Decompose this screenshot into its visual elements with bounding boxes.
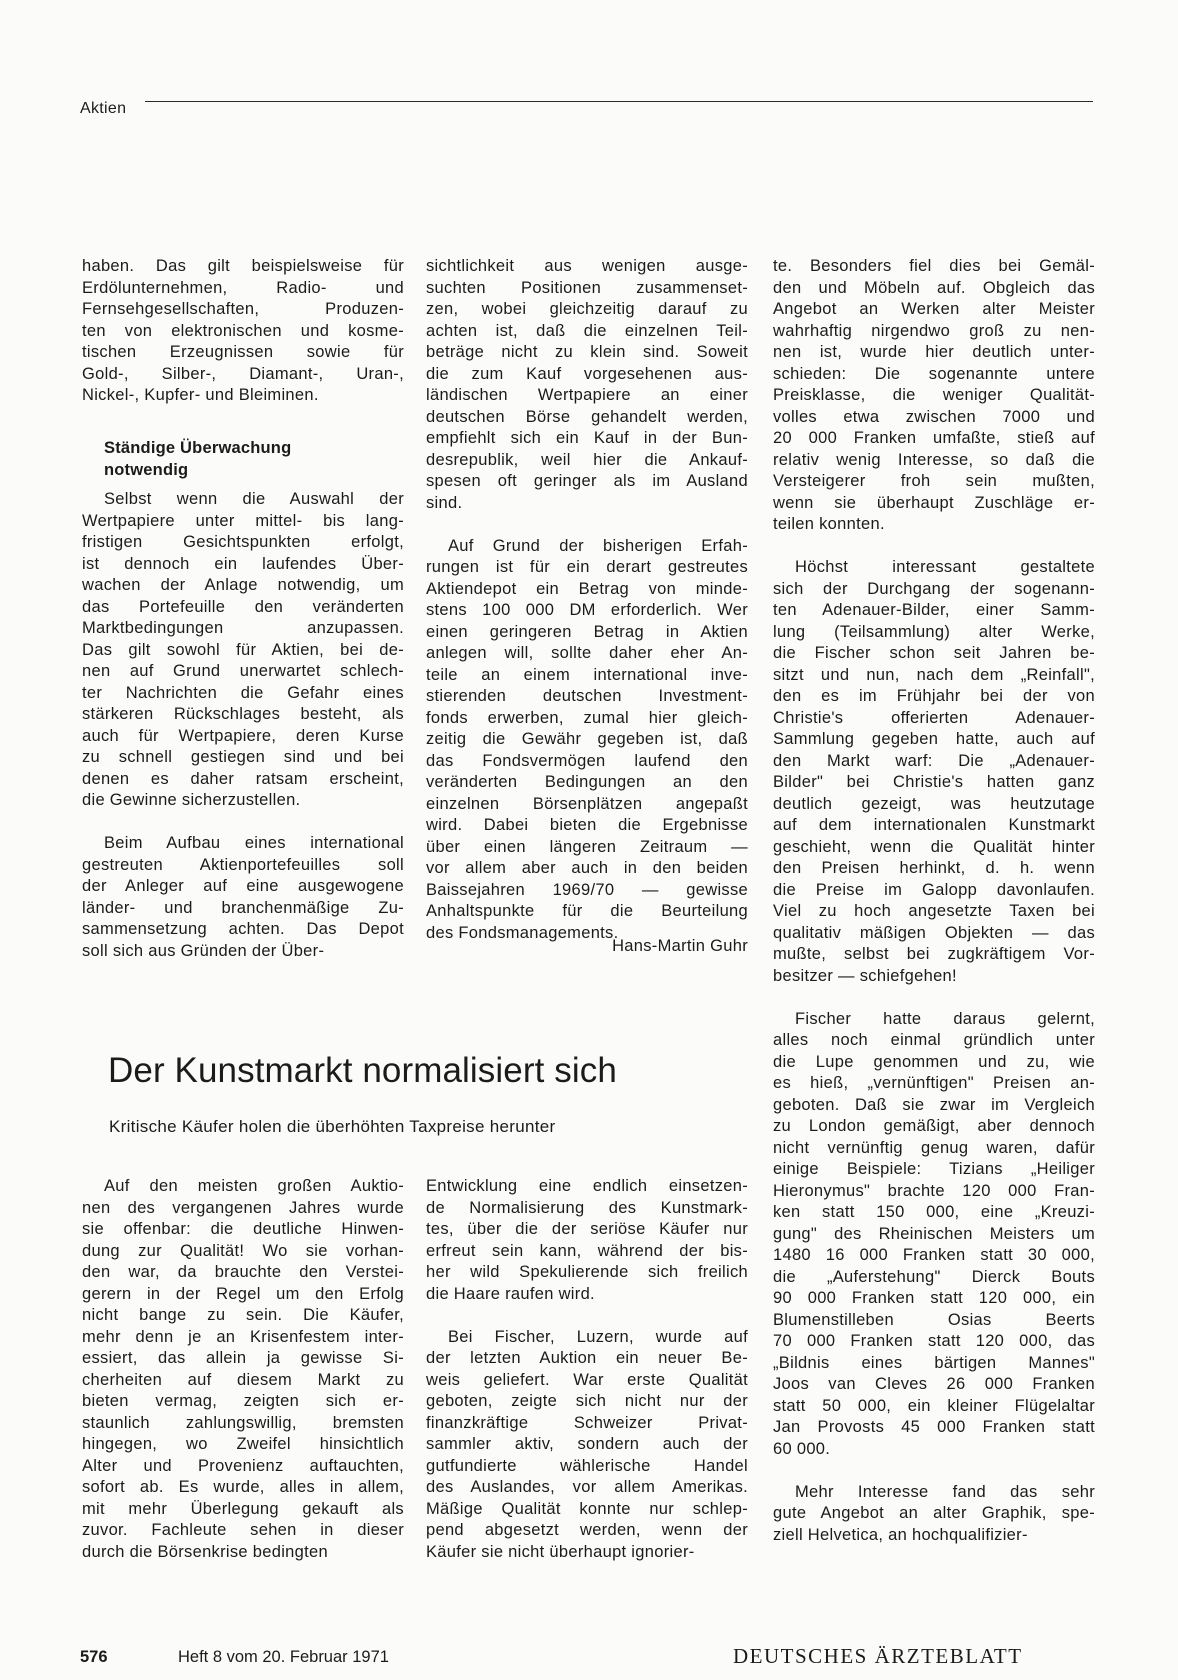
text-line: denen es daher ratsam erscheint, bbox=[82, 769, 404, 788]
text-line: wahrhaftig nirgendwo groß zu nen- bbox=[773, 321, 1095, 340]
text-line: veränderten Bedingungen an den bbox=[426, 773, 748, 791]
article1-subheading bbox=[82, 438, 404, 481]
text-line: die Preise im Galopp davonlaufen. bbox=[773, 880, 1095, 899]
text-line: die Fischer schon seit Jahren be- bbox=[773, 644, 1095, 662]
text-line: die „Auferstehung" Dierck Bouts bbox=[773, 1267, 1095, 1286]
text-line: 60 000. bbox=[773, 1439, 831, 1458]
text-line: soll sich aus Gründen der Über- bbox=[82, 941, 325, 960]
text-line: auf dem internationalen Kunstmarkt bbox=[773, 816, 1095, 834]
text-line: geschieht, wenn die Qualität hinter bbox=[773, 837, 1095, 856]
text-line: nen auf Grund unerwartet schlech- bbox=[82, 662, 404, 680]
paragraph bbox=[773, 256, 1095, 536]
text-line: pend abgesetzt werden, wenn der bbox=[426, 1521, 748, 1539]
text-line: Nickel-, Kupfer- und Bleiminen. bbox=[82, 386, 319, 404]
text-line: rungen ist für ein derart gestreutes bbox=[426, 558, 748, 576]
text-line: der letzten Auktion ein neuer Be- bbox=[426, 1349, 748, 1367]
text-line: mußte, selbst bei zugkräftigem Vor- bbox=[773, 945, 1095, 963]
text-line: hingegen, wo Zweifel hinsichtlich bbox=[82, 1435, 404, 1453]
paragraph bbox=[82, 1176, 404, 1563]
text-line: gute Angebot an alter Graphik, spe- bbox=[773, 1504, 1095, 1522]
text-line: es hieß, „vernünftigen" Preisen an- bbox=[773, 1074, 1095, 1092]
article2-col-left bbox=[82, 1176, 404, 1563]
text-line: zu London gemäßigt, aber dennoch bbox=[773, 1117, 1095, 1135]
article1-col-left-after bbox=[82, 489, 404, 962]
text-line: de Normalisierung des Kunstmark- bbox=[426, 1198, 748, 1217]
article2-col-right bbox=[773, 256, 1095, 1546]
text-line: tischen Erzeugnissen sowie für bbox=[82, 343, 404, 361]
text-line: empfiehlt sich ein Kauf in der Bun- bbox=[426, 429, 748, 447]
text-line: sich der Durchgang der sogenann- bbox=[773, 579, 1095, 598]
text-line: statt 50 000, ein kleiner Flügelaltar bbox=[773, 1396, 1095, 1415]
paragraph bbox=[426, 1327, 748, 1564]
text-line: haben. Das gilt beispielsweise für bbox=[82, 257, 404, 275]
text-line: stierenden deutschen Investment- bbox=[426, 687, 748, 705]
text-line: zuvor. Fachleute sehen in dieser bbox=[82, 1521, 404, 1539]
text-line: schieden: Die sogenannte untere bbox=[773, 364, 1095, 383]
text-line: gutfundierte wählerische Handel bbox=[426, 1456, 748, 1475]
text-line: tes, über die der seriöse Käufer nur bbox=[426, 1220, 748, 1238]
paragraph bbox=[773, 1482, 1095, 1547]
text-line: nicht bange zu sein. Die Käufer, bbox=[82, 1306, 404, 1324]
text-line: fonds erwerben, zumal hier gleich- bbox=[426, 708, 748, 727]
text-line: weis geliefert. War erste Qualität bbox=[426, 1370, 748, 1389]
text-line: bieten vermag, zeigten sich er- bbox=[82, 1392, 404, 1410]
text-line: fristigen Gesichtspunkten erfolgt, bbox=[82, 533, 404, 551]
paragraph bbox=[82, 256, 404, 407]
text-line: vor allem aber auch in den beiden bbox=[426, 859, 748, 877]
article1-col-left bbox=[82, 256, 404, 407]
text-line: spesen oft geringer als im Ausland bbox=[426, 472, 748, 490]
text-line: dung zur Qualität! Wo sie vorhan- bbox=[82, 1241, 404, 1260]
article2-subtitle: Kritische Käufer holen die überhöhten Taxpreise herunter bbox=[109, 1117, 556, 1136]
text-line: wenn sie überhaupt Zuschläge er- bbox=[773, 493, 1095, 512]
text-line: Blumenstilleben Osias Beerts bbox=[773, 1310, 1095, 1329]
text-line: wird. Dabei bieten die Ergebnisse bbox=[426, 816, 748, 834]
text-line: den es im Frühjahr bei der von bbox=[773, 687, 1095, 705]
text-line: Selbst wenn die Auswahl der bbox=[104, 490, 404, 508]
text-line: volles etwa zwischen 7000 und bbox=[773, 407, 1095, 426]
text-line: Fischer hatte daraus gelernt, bbox=[795, 1009, 1095, 1028]
text-line: Auf Grund der bisherigen Erfah- bbox=[448, 536, 748, 555]
text-line: sitzt und nun, nach dem „Reinfall", bbox=[773, 665, 1095, 684]
text-line: über einen längeren Zeitraum — bbox=[426, 837, 748, 856]
article1-byline-block bbox=[426, 936, 748, 958]
text-line: achten ist, daß die einzelnen Teil- bbox=[426, 321, 748, 340]
page-number: 576 bbox=[80, 1648, 108, 1666]
article1-col-middle bbox=[426, 256, 748, 944]
text-line: ten von elektronischen und kosme- bbox=[82, 321, 404, 340]
text-line: 70 000 Franken statt 120 000, das bbox=[773, 1332, 1095, 1350]
text-line: geboten, zeigte sich nicht nur der bbox=[426, 1392, 748, 1410]
text-line: essiert, das allein ja gewisse Si- bbox=[82, 1349, 404, 1367]
text-line: mehr denn je an Krisenfestem inter- bbox=[82, 1327, 404, 1346]
text-line: sichtlichkeit aus wenigen ausge- bbox=[426, 257, 748, 275]
text-line: ter Nachrichten die Gefahr eines bbox=[82, 683, 404, 702]
text-line: ten Adenauer-Bilder, einer Samm- bbox=[773, 601, 1095, 619]
text-line: gung" des Rheinischen Meisters um bbox=[773, 1224, 1095, 1243]
text-line: sind. bbox=[426, 493, 463, 512]
text-line: Preisklasse, die weniger Qualität- bbox=[773, 386, 1095, 404]
text-line: deutlich gezeigt, was heutzutage bbox=[773, 794, 1095, 813]
text-line: „Bildnis eines bärtigen Mannes" bbox=[773, 1353, 1095, 1372]
text-line: stens 100 000 DM erforderlich. Wer bbox=[426, 601, 748, 619]
text-line: sofort ab. Es wurde, alles in allem, bbox=[82, 1478, 404, 1496]
text-line: der Anleger auf eine ausgewogene bbox=[82, 877, 404, 895]
text-line: erfreut sein kann, während der bis- bbox=[426, 1241, 748, 1260]
paragraph bbox=[773, 1009, 1095, 1461]
paragraph bbox=[426, 536, 748, 945]
issue-info: Heft 8 vom 20. Februar 1971 bbox=[178, 1648, 389, 1666]
text-line: das Portefeuille den veränderten bbox=[82, 597, 404, 616]
text-line: Alter und Provenienz auftauchten, bbox=[82, 1456, 404, 1475]
text-line: wachen der Anlage notwendig, um bbox=[82, 576, 404, 594]
text-line: zen, wobei gleichzeitig darauf zu bbox=[426, 300, 748, 318]
text-line: deutschen Börse gehandelt werden, bbox=[426, 407, 748, 426]
text-line: desrepublik, weil hier die Ankauf- bbox=[426, 450, 748, 469]
text-line: suchten Positionen zusammenset- bbox=[426, 278, 748, 297]
text-line: 20 000 Franken umfaßte, stieß auf bbox=[773, 429, 1095, 447]
text-line: länder- und branchenmäßige Zu- bbox=[82, 898, 404, 917]
text-line: Mehr Interesse fand das sehr bbox=[795, 1482, 1095, 1501]
text-line: Angebot an Werken alter Meister bbox=[773, 300, 1095, 318]
text-line: zeitig die Gewähr gegeben ist, daß bbox=[426, 730, 748, 748]
text-line: besitzer — schiefgehen! bbox=[773, 966, 957, 985]
text-line: ziell Helvetica, an hochqualifizier- bbox=[773, 1525, 1028, 1544]
text-line: nicht vernünftig genug waren, dafür bbox=[773, 1138, 1095, 1157]
text-line: anlegen will, sollte daher eher An- bbox=[426, 644, 748, 662]
text-line: Fernsehgesellschaften, Produzen- bbox=[82, 300, 404, 318]
text-line: Christie's offerierten Adenauer- bbox=[773, 708, 1095, 727]
text-line: durch die Börsenkrise bedingten bbox=[82, 1542, 328, 1561]
text-line: Baissejahren 1969/70 — gewisse bbox=[426, 880, 748, 899]
text-line: 1480 16 000 Franken statt 30 000, bbox=[773, 1246, 1095, 1264]
text-line: 90 000 Franken statt 120 000, ein bbox=[773, 1289, 1095, 1307]
text-line: Sammlung gegeben hatte, auch auf bbox=[773, 730, 1095, 748]
text-line: Mäßige Qualität konnte nur schlep- bbox=[426, 1499, 748, 1518]
text-line: Joos van Cleves 26 000 Franken bbox=[773, 1375, 1095, 1393]
text-line: geboten. Daß sie zwar im Vergleich bbox=[773, 1095, 1095, 1114]
text-line: gestreuten Aktienportefeuilles soll bbox=[82, 855, 404, 874]
header-rule bbox=[145, 101, 1093, 102]
subheading-line: Ständige Überwachung bbox=[104, 439, 292, 457]
text-line: Anhaltspunkte für die Beurteilung bbox=[426, 902, 748, 920]
text-line: einige Beispiele: Tizians „Heiliger bbox=[773, 1160, 1095, 1178]
paragraph bbox=[82, 489, 404, 812]
text-line: die Lupe genommen und zu, wie bbox=[773, 1052, 1095, 1071]
text-line: mit mehr Überlegung gekauft als bbox=[82, 1499, 404, 1518]
text-line: ken statt 150 000, eine „Kreuzi- bbox=[773, 1203, 1095, 1221]
text-line: Erdölunternehmen, Radio- und bbox=[82, 278, 404, 297]
text-line: sammensetzung achten. Das Depot bbox=[82, 920, 404, 938]
text-line: lung (Teilsammlung) alter Werke, bbox=[773, 622, 1095, 641]
paragraph bbox=[426, 1176, 748, 1305]
article1-subheading-block bbox=[82, 438, 404, 481]
text-line: die Gewinne sicherzustellen. bbox=[82, 791, 301, 809]
text-line: Entwicklung eine endlich einsetzen- bbox=[426, 1177, 748, 1195]
article2-col-middle bbox=[426, 1176, 748, 1563]
text-line: das Fondsvermögen laufend den bbox=[426, 751, 748, 770]
text-line: stärkeren Rückschlages besteht, als bbox=[82, 705, 404, 723]
text-line: des Fondsmanagements. bbox=[426, 923, 619, 942]
text-line: Beim Aufbau eines international bbox=[104, 834, 404, 852]
journal-name: DEUTSCHES ÄRZTEBLATT bbox=[733, 1644, 1023, 1668]
text-line: Gold-, Silber-, Diamant-, Uran-, bbox=[82, 364, 404, 383]
text-line: staunlich zahlungswillig, bremsten bbox=[82, 1413, 404, 1432]
text-line: ist dennoch ein laufendes Über- bbox=[82, 554, 404, 573]
text-line: Höchst interessant gestaltete bbox=[795, 558, 1095, 576]
text-line: den Markt warf: Die „Adenauer- bbox=[773, 751, 1095, 770]
text-line: cherheiten auf diesem Markt zu bbox=[82, 1370, 404, 1389]
text-line: Wertpapiere unter mittel- bis lang- bbox=[82, 511, 404, 530]
text-line: qualitativ mäßigen Objekten — das bbox=[773, 923, 1095, 942]
text-line: den und Möbeln auf. Obgleich das bbox=[773, 278, 1095, 297]
text-line: finanzkräftige Schweizer Privat- bbox=[426, 1413, 748, 1432]
article2-headline: Der Kunstmarkt normalisiert sich bbox=[108, 1051, 617, 1090]
text-line: sie offenbar: die deutliche Hinwen- bbox=[82, 1220, 404, 1238]
text-line: Aktiendepot ein Betrag von minde- bbox=[426, 579, 748, 598]
text-line: te. Besonders fiel dies bei Gemäl- bbox=[773, 257, 1095, 275]
text-line: ländischen Wertpapiere an einer bbox=[426, 386, 748, 404]
article1-byline: Hans-Martin Guhr bbox=[612, 937, 748, 955]
text-line: Marktbedingungen anzupassen. bbox=[82, 619, 404, 637]
text-line: Versteigerer froh sein mußten, bbox=[773, 472, 1095, 490]
text-line: die Haare raufen wird. bbox=[426, 1284, 595, 1303]
text-line: teile an einem international inve- bbox=[426, 665, 748, 684]
text-line: auch für Wertpapiere, deren Kurse bbox=[82, 726, 404, 745]
text-line: Jan Provosts 45 000 Franken statt bbox=[773, 1418, 1095, 1436]
text-line: Bei Fischer, Luzern, wurde auf bbox=[448, 1327, 748, 1346]
text-line: einzelnen Börsenplätzen angepaßt bbox=[426, 794, 748, 813]
text-line: Hieronymus" brachte 120 000 Fran- bbox=[773, 1181, 1095, 1200]
text-line: gerern in der Regel um den Erfolg bbox=[82, 1284, 404, 1303]
text-line: relativ wenig Interesse, so daß die bbox=[773, 450, 1095, 469]
paragraph bbox=[426, 256, 748, 514]
text-line: den war, da brauchte den Verstei- bbox=[82, 1263, 404, 1281]
text-line: Viel zu hoch angesetzte Taxen bei bbox=[773, 902, 1095, 920]
text-line: des Auslandes, vor allem Amerikas. bbox=[426, 1478, 748, 1496]
text-line: Bilder" bei Christie's hatten ganz bbox=[773, 773, 1095, 791]
text-line: einen geringeren Betrag in Aktien bbox=[426, 622, 748, 641]
paragraph bbox=[773, 557, 1095, 987]
text-line: nen ist, wurde hier deutlich unter- bbox=[773, 343, 1095, 361]
subheading-line: notwendig bbox=[104, 460, 189, 479]
text-line: nen des vergangenen Jahres wurde bbox=[82, 1198, 404, 1217]
text-line: die zum Kauf vorgesehenen aus- bbox=[426, 364, 748, 383]
paragraph bbox=[82, 833, 404, 962]
text-line: Käufer sie nicht überhaupt ignorier- bbox=[426, 1542, 695, 1561]
text-line: alles noch einmal gründlich unter bbox=[773, 1031, 1095, 1049]
text-line: sammler aktiv, sondern auch der bbox=[426, 1435, 748, 1453]
text-line: beträge nicht zu klein sind. Soweit bbox=[426, 343, 748, 361]
text-line: teilen konnten. bbox=[773, 515, 885, 533]
section-label: Aktien bbox=[80, 100, 127, 117]
text-line: den Preisen herhinkt, d. h. wenn bbox=[773, 859, 1095, 877]
text-line: Auf den meisten großen Auktio- bbox=[104, 1177, 404, 1195]
text-line: Das gilt sowohl für Aktien, bei de- bbox=[82, 640, 404, 659]
text-line: her wild Spekulierende sich freilich bbox=[426, 1263, 748, 1281]
text-line: zu schnell gestiegen sind und bei bbox=[82, 748, 404, 766]
